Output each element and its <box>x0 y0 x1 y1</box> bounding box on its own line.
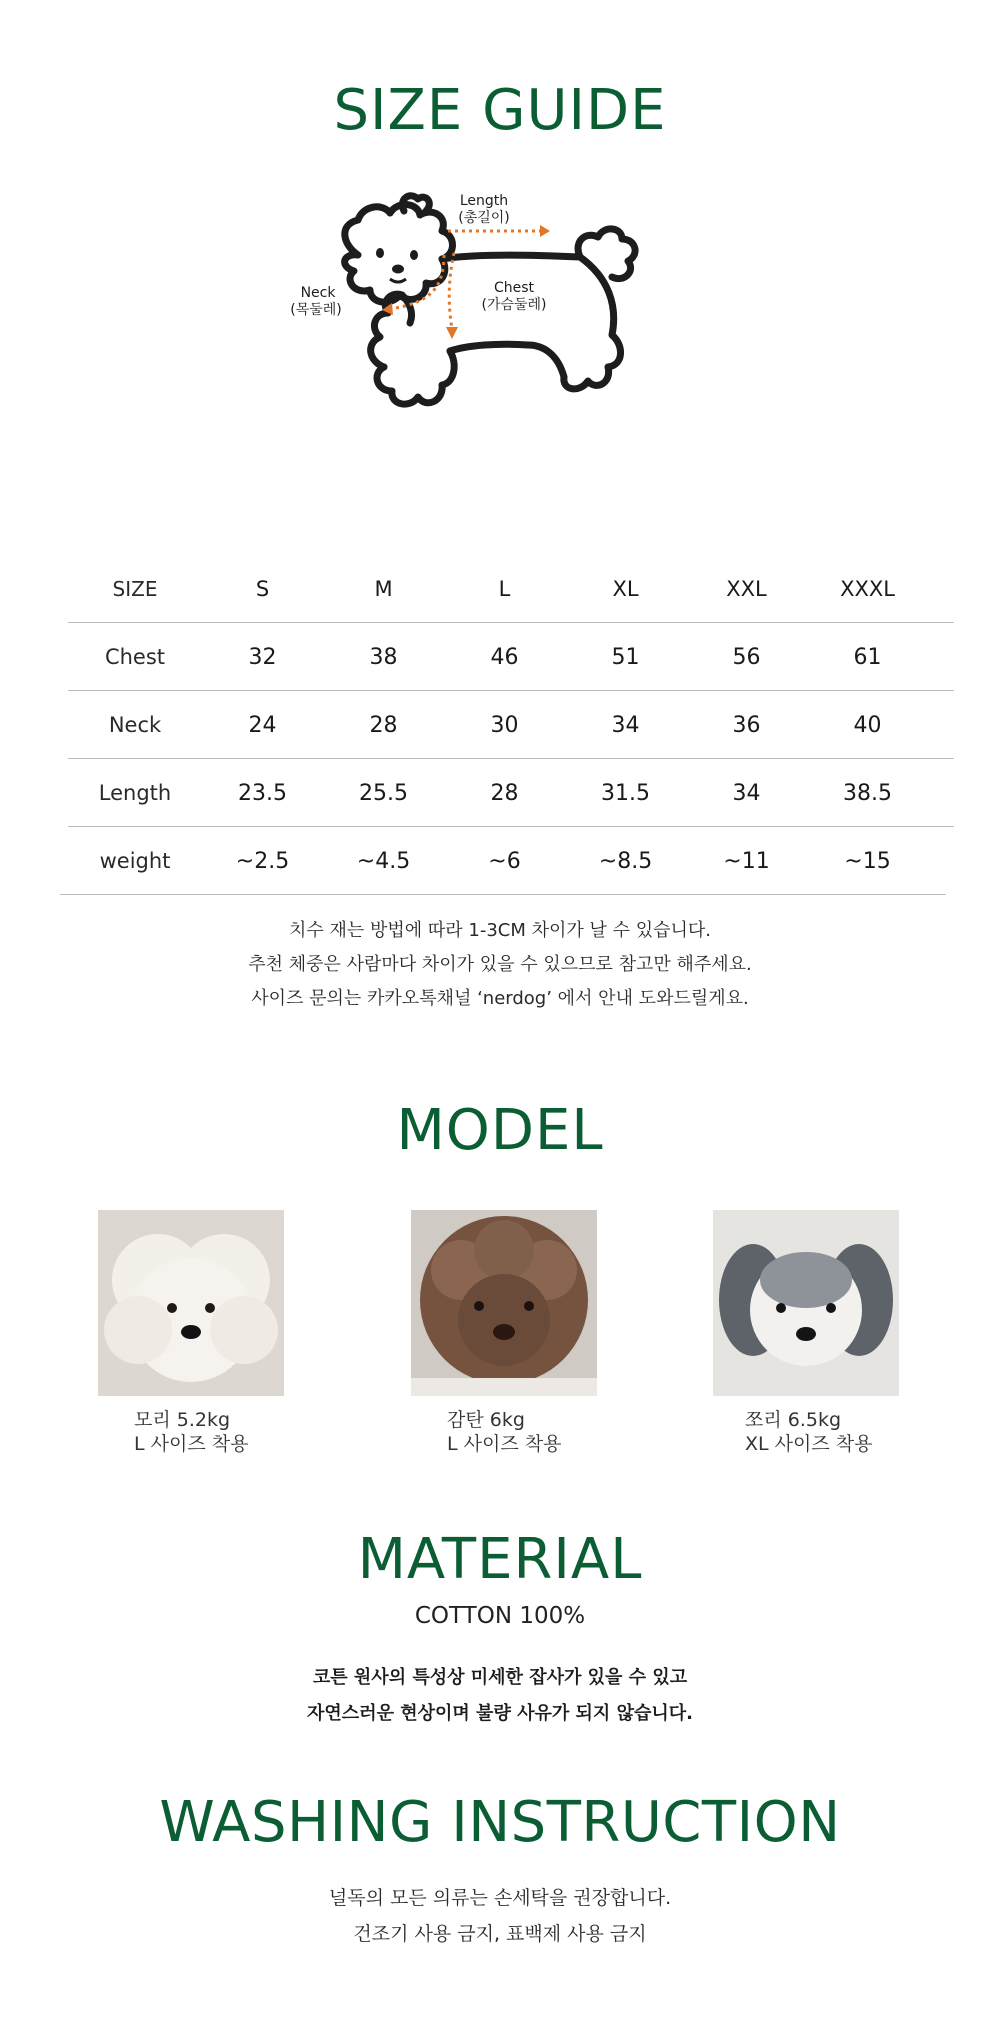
table-cell: 61 <box>853 644 882 670</box>
model-photo-gamtan <box>411 1210 597 1396</box>
model-caption <box>447 1408 561 1456</box>
material-note-line: 자연스러운 현상이며 불량 사유가 되지 않습니다. <box>307 1703 693 1724</box>
neck-label: Neck <box>300 285 336 301</box>
table-cell: 38.5 <box>843 780 892 806</box>
material-title: MATERIAL <box>357 1527 643 1592</box>
size-note-line: 치수 재는 방법에 따라 1-3CM 차이가 날 수 있습니다. <box>289 920 711 941</box>
model-caption <box>745 1408 872 1456</box>
header-s: S <box>255 577 270 601</box>
table-cell: ~11 <box>723 848 770 874</box>
model-caption <box>134 1408 248 1456</box>
table-cell: 23.5 <box>238 780 287 806</box>
header-xxl: XXL <box>726 577 767 601</box>
table-cell: 30 <box>490 712 519 738</box>
washing-notes <box>0 1880 1000 1952</box>
table-cell: 46 <box>490 644 519 670</box>
table-cell: ~6 <box>488 848 521 874</box>
table-cell: 36 <box>732 712 761 738</box>
header-xl: XL <box>612 577 639 601</box>
table-row-length <box>68 759 954 827</box>
table-cell: 38 <box>369 644 398 670</box>
row-label: Chest <box>104 645 166 669</box>
table-row-chest <box>68 623 954 691</box>
table-cell: 56 <box>732 644 761 670</box>
row-label: Length <box>98 781 172 805</box>
table-cell: 25.5 <box>359 780 408 806</box>
model-size: XL 사이즈 착용 <box>745 1433 873 1455</box>
neck-kr-label: (목둘레) <box>290 302 342 318</box>
header-l: L <box>498 577 511 601</box>
row-label: Neck <box>108 713 162 737</box>
washing-title: WASHING INSTRUCTION <box>159 1790 841 1855</box>
table-cell: 28 <box>369 712 398 738</box>
table-cell: 51 <box>611 644 640 670</box>
chest-label: Chest <box>493 280 535 296</box>
dog-measurement-diagram <box>290 193 718 515</box>
size-table <box>68 555 954 895</box>
length-kr-label: (총길이) <box>458 210 510 226</box>
model-size: L 사이즈 착용 <box>134 1433 249 1455</box>
table-cell: 24 <box>248 712 277 738</box>
table-cell: ~8.5 <box>598 848 653 874</box>
size-note-line: 추천 체중은 사람마다 차이가 있을 수 있으므로 참고만 해주세요. <box>248 954 752 975</box>
table-row-neck <box>68 691 954 759</box>
washing-note-line: 널독의 모든 의류는 손세탁을 권장합니다. <box>328 1887 672 1909</box>
model-card-gamtan <box>411 1210 601 1455</box>
size-guide-title: SIZE GUIDE <box>333 78 667 143</box>
table-cell: ~4.5 <box>356 848 411 874</box>
table-cell: ~2.5 <box>235 848 290 874</box>
material-notes <box>0 1660 1000 1732</box>
table-cell: 28 <box>490 780 519 806</box>
model-size: L 사이즈 착용 <box>447 1433 562 1455</box>
table-row-weight <box>68 827 954 895</box>
model-name: 쪼리 6.5kg <box>745 1409 842 1431</box>
header-xxxl: XXXL <box>840 577 895 601</box>
size-notes <box>0 914 1000 1016</box>
table-header-row <box>68 555 954 623</box>
table-cell: 34 <box>611 712 640 738</box>
model-photo-jjori <box>713 1210 899 1396</box>
header-m: M <box>374 577 393 601</box>
material-subtitle: COTTON 100% <box>414 1603 586 1629</box>
row-label: weight <box>99 849 171 873</box>
table-cell: 32 <box>248 644 277 670</box>
length-label: Length <box>459 193 509 209</box>
table-cell: 34 <box>732 780 761 806</box>
table-cell: 40 <box>853 712 882 738</box>
chest-kr-label: (가슴둘레) <box>481 297 547 313</box>
table-cell: 31.5 <box>601 780 650 806</box>
washing-note-line: 건조기 사용 금지, 표백제 사용 금지 <box>353 1923 647 1945</box>
model-card-mori <box>98 1210 288 1455</box>
model-name: 감탄 6kg <box>447 1409 525 1431</box>
size-note-line: 사이즈 문의는 카카오톡채널 ‘nerdog’ 에서 안내 도와드릴게요. <box>251 988 749 1009</box>
header-size: SIZE <box>112 577 158 601</box>
model-card-jjori <box>713 1210 903 1455</box>
model-name: 모리 5.2kg <box>134 1409 231 1431</box>
material-note-line: 코튼 원사의 특성상 미세한 잡사가 있을 수 있고 <box>312 1667 688 1688</box>
model-title: MODEL <box>396 1098 604 1163</box>
model-photo-mori <box>98 1210 284 1396</box>
table-cell: ~15 <box>844 848 891 874</box>
